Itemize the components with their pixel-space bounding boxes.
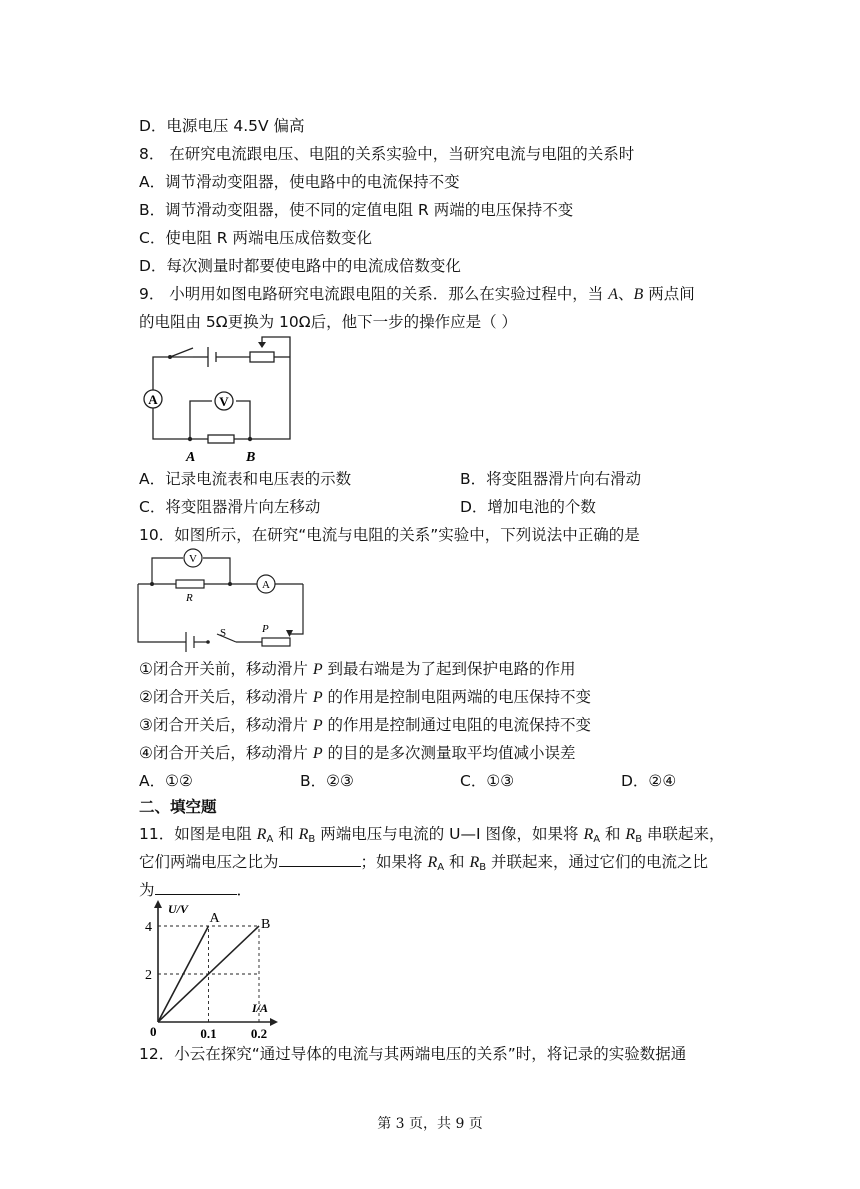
ammeter-label: A bbox=[148, 392, 158, 407]
switch-label: S bbox=[220, 627, 227, 639]
q9-option-d: D．增加电池的个数 bbox=[460, 498, 596, 516]
q9-option-c: C．将变阻器滑片向左移动 bbox=[139, 498, 321, 516]
q10-option-c: C．①③ bbox=[460, 772, 515, 790]
slider-label: P bbox=[262, 623, 269, 635]
q10-circuit-diagram bbox=[136, 546, 308, 654]
q8-option-a: A．调节滑动变阻器，使电路中的电流保持不变 bbox=[139, 173, 460, 191]
q9-option-a: A．记录电流表和电压表的示数 bbox=[139, 470, 352, 488]
answer-blank-2[interactable] bbox=[155, 880, 237, 895]
page-number-footer: 第 3 页，共 9 页 bbox=[377, 1116, 483, 1132]
q9-stem-line1: 9． 小明用如图电路研究电流跟电阻的关系．那么在实验过程中，当 A、B 两点间 bbox=[139, 285, 695, 303]
q8-stem: 8． 在研究电流跟电压、电阻的关系实验中，当研究电流与电阻的关系时 bbox=[139, 145, 635, 163]
q10-stem: 10．如图所示，在研究“电流与电阻的关系”实验中，下列说法中正确的是 bbox=[139, 526, 640, 544]
x-tick-label: 0.2 bbox=[250, 1026, 268, 1040]
q8-option-d: D．每次测量时都要使电路中的电流成倍数变化 bbox=[139, 257, 461, 275]
q7-option-d: D．电源电压 4.5V 偏高 bbox=[139, 117, 305, 135]
ammeter-label: A bbox=[262, 579, 270, 591]
x-axis-arrow bbox=[270, 1018, 278, 1026]
resistor-label: R bbox=[186, 592, 193, 604]
q9-option-b: B．将变阻器滑片向右滑动 bbox=[460, 470, 642, 488]
q11-line2: 它们两端电压之比为 ；如果将 $R_A$ 和 $R_B$ 并联起来，通过它们的电流之比 bbox=[139, 853, 709, 873]
q12-stem: 12．小云在探究“通过导体的电流与其两端电压的关系”时，将记录的实验数据通 bbox=[139, 1045, 687, 1063]
q8-option-b: B．调节滑动变阻器，使不同的定值电阻 R 两端的电压保持不变 bbox=[139, 201, 574, 219]
x-axis-label: I/A bbox=[252, 1001, 269, 1015]
voltmeter-label: V bbox=[189, 553, 197, 565]
voltmeter-label: V bbox=[219, 394, 229, 409]
q10-statement-1: ①闭合开关前，移动滑片 P 到最右端是为了起到保护电路的作用 bbox=[139, 660, 576, 678]
q11-line1: 11．如图是电阻 $R_A$ 和 $R_B$ 两端电压与电流的 U—I 图像，如果将 $R_A$ 和 $R_B$ 串联起来， bbox=[139, 825, 725, 845]
line-b-label: B bbox=[261, 917, 271, 932]
x-tick-label: 0.1 bbox=[200, 1026, 217, 1040]
q9-circuit-diagram bbox=[138, 333, 298, 465]
answer-blank-1[interactable] bbox=[279, 852, 361, 867]
section-title: 二、填空题 bbox=[139, 798, 217, 816]
y-tick-label: 2 bbox=[145, 968, 152, 983]
y-axis-arrow bbox=[154, 900, 162, 908]
origin-label: 0 bbox=[150, 1024, 157, 1039]
q9-stem-line2: 的电阻由 5Ω更换为 10Ω后，他下一步的操作应是（ ） bbox=[139, 313, 518, 331]
q10-statement-2: ②闭合开关后，移动滑片 P 的作用是控制电阻两端的电压保持不变 bbox=[139, 688, 592, 706]
q10-option-d: D．②④ bbox=[621, 772, 677, 790]
q10-option-b: B．②③ bbox=[300, 772, 354, 790]
q11-ui-graph bbox=[140, 900, 280, 1040]
line-a-label: A bbox=[209, 911, 220, 926]
point-b-label: B bbox=[246, 450, 256, 465]
point-a-label: A bbox=[186, 450, 196, 465]
q8-option-c: C．使电阻 R 两端电压成倍数变化 bbox=[139, 229, 372, 247]
y-tick-label: 4 bbox=[145, 920, 152, 935]
q10-statement-3: ③闭合开关后，移动滑片 P 的作用是控制通过电阻的电流保持不变 bbox=[139, 716, 592, 734]
q10-statement-4: ④闭合开关后，移动滑片 P 的目的是多次测量取平均值减小误差 bbox=[139, 744, 576, 762]
q11-line3: 为 ． bbox=[139, 881, 253, 899]
q10-option-a: A．①② bbox=[139, 772, 193, 790]
y-axis-label: U/V bbox=[168, 902, 189, 916]
